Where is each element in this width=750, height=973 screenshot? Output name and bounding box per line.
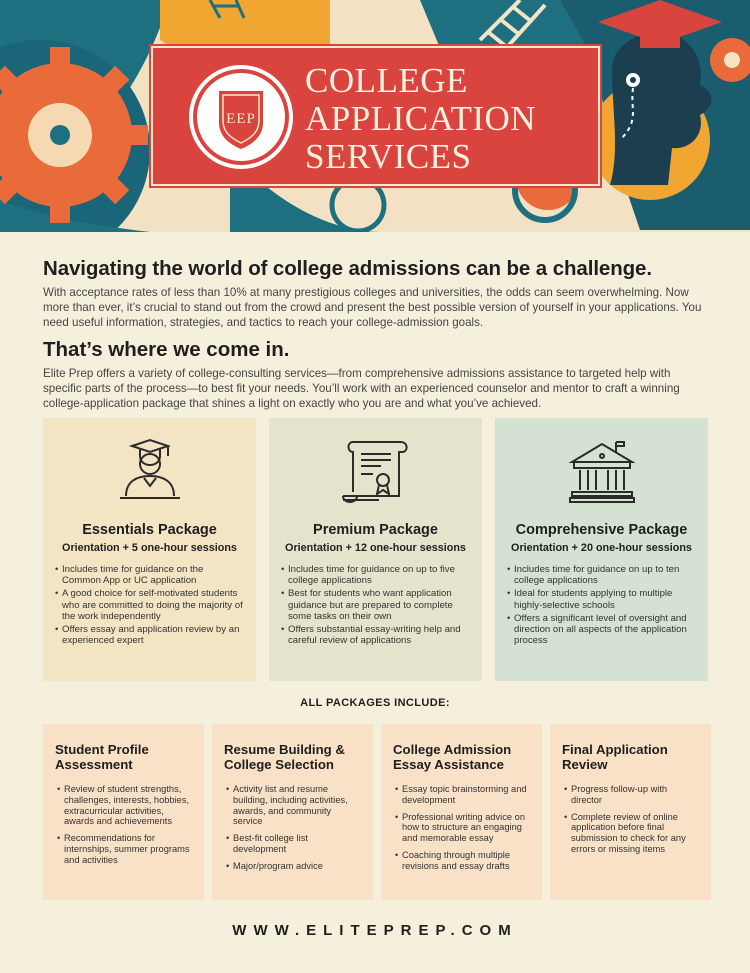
- list-item: • Best-fit college list development: [226, 833, 361, 855]
- list-item: • Activity list and resume building, including activities, awards, and community service: [226, 784, 361, 827]
- list-item: • Offers essay and application review by an experienced expert: [55, 624, 244, 646]
- title-line: COLLEGE: [305, 61, 468, 100]
- package-features: [507, 564, 696, 646]
- package-features: [55, 564, 244, 646]
- list-item: • Ideal for students applying to multiple highly-selective schools: [507, 588, 696, 610]
- intro-subheading: That’s where we come in.: [43, 338, 290, 361]
- list-item: • Essay topic brainstorming and development: [395, 784, 530, 806]
- list-item: • Complete review of online application before final submission to check for any errors or missing items: [564, 812, 699, 855]
- included-card-resume: [212, 724, 373, 900]
- title-line: APPLICATION: [305, 99, 537, 138]
- list-item: • Coaching through multiple revisions and essay drafts: [395, 850, 530, 872]
- package-sessions: Orientation + 20 one-hour sessions: [511, 542, 692, 554]
- page-title: [305, 62, 536, 176]
- list-item: • A good choice for self-motivated students who are committed to doing the majority of the work independently: [55, 588, 244, 622]
- list-item: • Major/program advice: [226, 861, 361, 872]
- included-card-profile: [43, 724, 204, 900]
- university-icon: [568, 438, 636, 504]
- included-features: [562, 784, 699, 855]
- package-sessions: Orientation + 5 one-hour sessions: [62, 542, 237, 554]
- list-item: • Offers a significant level of oversight and direction on all aspects of the application process: [507, 613, 696, 647]
- included-card-essay: [381, 724, 542, 900]
- included-title: College Admission Essay Assistance: [393, 742, 512, 772]
- graduate-icon: [118, 438, 182, 504]
- included-features: [55, 784, 192, 866]
- list-item: • Includes time for guidance on the Common App or UC application: [55, 564, 244, 586]
- crest-logo: [189, 65, 293, 169]
- package-card-premium: [269, 418, 482, 681]
- intro-heading: Navigating the world of college admissions can be a challenge.: [43, 257, 652, 280]
- included-title: Student Profile Assessment: [55, 742, 149, 772]
- logo-text: EEP: [226, 111, 256, 127]
- list-item: • Includes time for guidance on up to ten college applications: [507, 564, 696, 586]
- intro-paragraph: With acceptance rates of less than 10% at many prestigious colleges and universities, the odds can seem overwhelming. Now more than ever, it’s crucial to stand out from the crowd and present the best possible version of yourself in your applications. You need useful information, strategies, and tactics to reach your college-admission goals.: [43, 286, 702, 329]
- list-item: • Includes time for guidance on up to five college applications: [281, 564, 470, 586]
- intro-section: [43, 257, 708, 411]
- list-item: • Best for students who want application guidance but are prepared to complete some tasks on their own: [281, 588, 470, 622]
- package-card-comprehensive: [495, 418, 708, 681]
- included-card-review: [550, 724, 711, 900]
- included-features: [393, 784, 530, 872]
- shield-icon: [189, 65, 293, 169]
- list-item: • Review of student strengths, challenges, interests, hobbies, extracurricular activities, awards and achievements: [57, 784, 192, 827]
- package-sessions: Orientation + 12 one-hour sessions: [285, 542, 466, 554]
- title-banner: [151, 46, 600, 186]
- package-name: Comprehensive Package: [515, 522, 688, 538]
- list-item: • Professional writing advice on how to structure an engaging and memorable essay: [395, 812, 530, 844]
- list-item: • Recommendations for internships, summer programs and activities: [57, 833, 192, 865]
- title-line: SERVICES: [305, 137, 472, 176]
- all-packages-heading: ALL PACKAGES INCLUDE:: [300, 697, 450, 709]
- included-title: Resume Building & College Selection: [224, 742, 345, 772]
- package-name: Premium Package: [313, 522, 438, 538]
- package-features: [281, 564, 470, 646]
- included-title: Final Application Review: [562, 742, 668, 772]
- package-card-essentials: [43, 418, 256, 681]
- diploma-icon: [339, 438, 413, 506]
- package-name: Essentials Package: [82, 522, 217, 538]
- intro-paragraph-2: Elite Prep offers a variety of college-consulting services—from comprehensive admissions assistance to targeted help with specific parts of the process—to best fit your needs. You’ll work with an experienced counselor and mentor to craft a winning college-application package that shines a light on exactly who you are and what you’ve achieved.: [43, 367, 680, 410]
- list-item: • Progress follow-up with director: [564, 784, 699, 806]
- included-features: [224, 784, 361, 872]
- hero-banner: [0, 0, 750, 232]
- website-url[interactable]: WWW.ELITEPREP.COM: [232, 922, 518, 939]
- list-item: • Offers substantial essay-writing help and careful review of applications: [281, 624, 470, 646]
